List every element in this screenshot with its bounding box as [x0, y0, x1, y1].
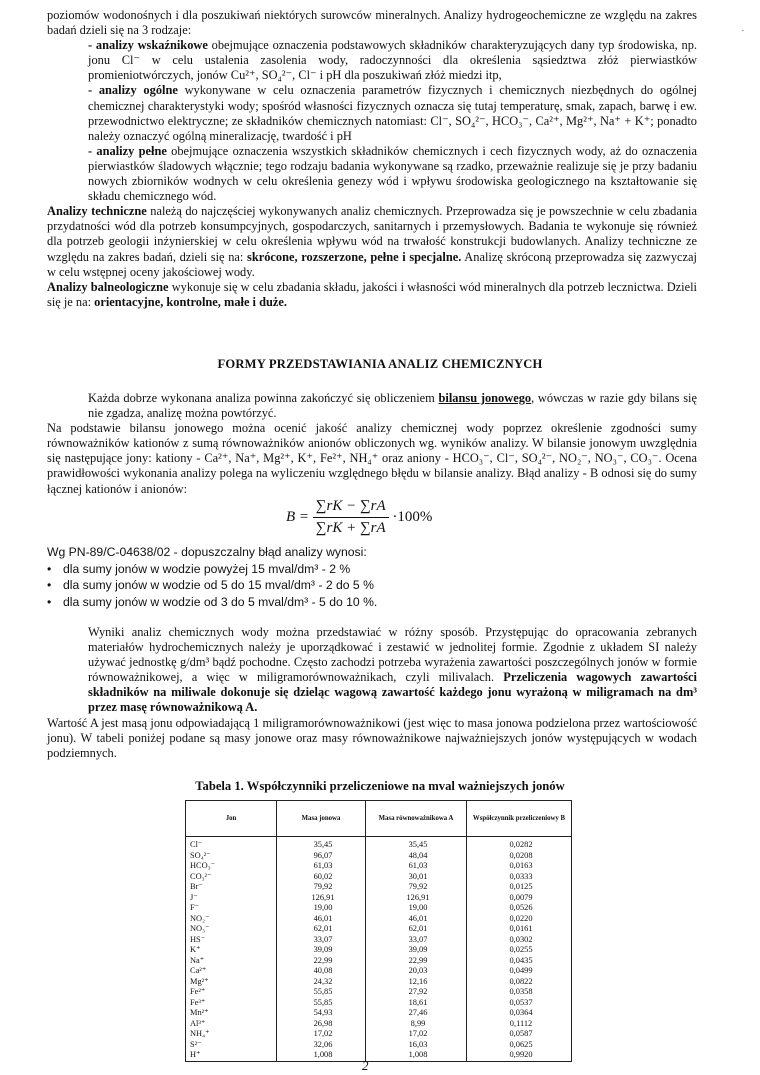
cell-conversion-factor: 0,0125	[467, 882, 572, 893]
table-row	[186, 1008, 572, 1019]
general-analyses-text: wykonywane w celu oznaczenia parametrów fizycznych i chemicznych niezbędnych do ogólnej chemicznej charakterystyki wody; spośród własności fizycznych oznacza się tutaj temperaturę, smak, zapach, barwę i ew. przewodnictwo elektryczne; ze składników chemicznych natomiast: Cl⁻, SO₄²⁻, HCO₃⁻, Ca²⁺, Mg²⁺, Na⁺ + K⁺; ponadto należy oznaczyć ogólną mineralizację, twardość i pH	[88, 83, 697, 143]
cell-equivalent-mass: 20,03	[366, 966, 467, 977]
list-item-text: dla sumy jonów w wodzie od 5 do 15 mval/dm³ - 2 do 5 %	[63, 578, 374, 593]
paragraph-presentation	[47, 625, 697, 716]
table-row	[186, 1040, 572, 1051]
section-heading: FORMY PRZEDSTAWIANIA ANALIZ CHEMICZNYCH	[217, 357, 543, 371]
table-body	[186, 837, 572, 1062]
cell-ionic-mass: 60,02	[277, 872, 366, 883]
margin-mark: ˙	[741, 28, 745, 40]
cell-ionic-mass: 35,45	[277, 837, 366, 851]
conversion-section	[47, 625, 697, 761]
cell-equivalent-mass: 18,61	[366, 998, 467, 1009]
full-analyses-text: obejmujące oznaczenia wszystkich składników chemicznych i cech fizycznych wody, aż do oznaczenia pierwiastków śladowych włącznie; tego rodzaju badania wykonywane są rzadko, przeważnie realizuje się je przy badaniu nowych zbiorników wodnych w celu określenia genezy wód i wpływu środowiska geologicznego na kształtowanie się składu chemicznego wód.	[88, 143, 697, 204]
bullet-icon: •	[47, 594, 52, 609]
cell-ion: Mg²⁺	[186, 977, 277, 988]
table-row	[186, 924, 572, 935]
cell-equivalent-mass: 12,16	[366, 977, 467, 988]
cell-conversion-factor: 0,0587	[467, 1029, 572, 1040]
term-ion-balance: bilansu jonowego	[438, 391, 532, 405]
cell-ionic-mass: 96,07	[277, 851, 366, 862]
error-limits-list	[47, 561, 377, 610]
cell-conversion-factor: 0,0163	[467, 861, 572, 872]
bullet-icon: •	[47, 562, 52, 576]
cell-ion: NH₄⁺	[186, 1029, 277, 1040]
cell-ionic-mass: 40,08	[277, 966, 366, 977]
table-row	[186, 945, 572, 956]
term-full-analyses: - analizy pełne	[88, 143, 167, 158]
cell-conversion-factor: 0,0282	[467, 837, 572, 851]
cell-ionic-mass: 32,06	[277, 1040, 366, 1051]
norm-line: Wg PN-89/C-04638/02 - dopuszczalny błąd analizy wynosi:	[47, 545, 367, 559]
bullet-icon: •	[47, 578, 52, 593]
balneological-analyses-text: wykonuje się w celu zbadania składu, jakości i własności wód mineralnych dla potrzeb lecznictwa. Dzieli się je na:	[47, 279, 697, 309]
intro-section	[47, 8, 697, 310]
cell-ion: CO₃²⁻	[186, 872, 277, 883]
paragraph-general-analyses	[47, 83, 697, 143]
cell-ion: NO₂⁻	[186, 914, 277, 925]
cell-equivalent-mass: 48,04	[366, 851, 467, 862]
cell-ionic-mass: 54,93	[277, 1008, 366, 1019]
cell-equivalent-mass: 22,99	[366, 956, 467, 967]
cell-ionic-mass: 55,85	[277, 998, 366, 1009]
cell-ion: SO₄²⁻	[186, 851, 277, 862]
table-row	[186, 893, 572, 904]
cell-equivalent-mass: 1,008	[366, 1050, 467, 1061]
table-row	[186, 914, 572, 925]
formula-lhs: B =	[286, 508, 310, 525]
presentation-text: Wyniki analiz chemicznych wody można przedstawiać w różny sposób. Przystępując do opracowania zebranych materiałów hydrochemicznych należy je uporządkować i zestawić w jednolitej formie. Zgodnie z układem SI należy używać jednostkę g/dm³ bądź pochodne. Często zachodzi potrzeba wyrażenia zawartości poszczególnych jonów w formie równoważnikowej, a więc w miligramorównoważnikach, czyli milivalach.	[88, 625, 697, 685]
table-row	[186, 977, 572, 988]
paragraph-equivalent-mass: Wartość A jest masą jonu odpowiadającą 1 miligramorównoważnikowi (jest więc to masa jonowa podzielona przez wartościowość jonu). W tabeli poniżej podane są masy jonowe oraz masy równoważnikowe najważniejszych jonów występujących w wodach podziemnych.	[47, 715, 697, 760]
table-row	[186, 882, 572, 893]
cell-ionic-mass: 33,07	[277, 935, 366, 946]
balneological-analyses-types: orientacyjne, kontrolne, małe i duże.	[94, 294, 287, 309]
cell-ionic-mass: 19,00	[277, 903, 366, 914]
list-item	[47, 561, 377, 577]
list-item	[47, 577, 377, 593]
cell-ion: Ca²⁺	[186, 966, 277, 977]
header-conversion-factor: Współczynnik przeliczeniowy B	[467, 801, 572, 837]
cell-equivalent-mass: 19,00	[366, 903, 467, 914]
cell-conversion-factor: 0,0333	[467, 872, 572, 883]
cell-equivalent-mass: 30,01	[366, 872, 467, 883]
cell-conversion-factor: 0,1112	[467, 1019, 572, 1030]
cell-equivalent-mass: 33,07	[366, 935, 467, 946]
ion-conversion-table	[185, 800, 572, 1062]
cell-ion: J⁻	[186, 893, 277, 904]
term-indicator-analyses: - analizy wskaźnikowe	[88, 38, 208, 53]
table-row	[186, 1029, 572, 1040]
technical-analyses-text: należą do najczęściej wykonywanych analiz chemicznych. Przeprowadza się je powszechnie w celu zbadania przydatności wód dla potrzeb konsumpcyjnych, gospodarczych, sanitarnych i przemysłowych. Badania te wykonuje się również dla potrzeb geologii inżynierskiej w celu określenia wpływu wód na trwałość konstrukcji budowlanych. Analizy techniczne ze względu na zakres badań, dzieli się na:	[47, 204, 698, 264]
cell-ion: F⁻	[186, 903, 277, 914]
cell-ion: S²⁻	[186, 1040, 277, 1051]
header-ion: Jon	[186, 801, 277, 837]
cell-equivalent-mass: 27,92	[366, 987, 467, 998]
cell-conversion-factor: 0,0526	[467, 903, 572, 914]
paragraph-ion-balance-method: Na podstawie bilansu jonowego można ocenić jakość analizy chemicznej wody poprzez określenie zgodności sumy równoważników kationów z sumą równoważników anionów obliczonych wg. wyników analizy. W bilansie jonowym uwzględnia się następujące jony: kationy - Ca²⁺, Na⁺, Mg²⁺, K⁺, Fe²⁺, NH₄⁺ oraz aniony - HCO₃⁻, Cl⁻, SO₄²⁻, NO₂⁻, NO₃⁻, CO₃⁻. Ocena prawidłowości wykonania analizy polega na wyliczeniu względnego błędu w bilansie analizy. Błąd analizy - B odnosi się do sumy łącznej kationów i anionów:	[47, 421, 697, 496]
cell-ionic-mass: 126,91	[277, 893, 366, 904]
term-general-analyses: - analizy ogólne	[88, 83, 178, 98]
cell-ionic-mass: 79,92	[277, 882, 366, 893]
cell-conversion-factor: 0,0220	[467, 914, 572, 925]
cell-ionic-mass: 61,03	[277, 861, 366, 872]
cell-ion: Al³⁺	[186, 1019, 277, 1030]
cell-ion: Cl⁻	[186, 837, 277, 851]
cell-ion: HS⁻	[186, 935, 277, 946]
table-row	[186, 851, 572, 862]
cell-equivalent-mass: 35,45	[366, 837, 467, 851]
cell-conversion-factor: 0,0625	[467, 1040, 572, 1051]
cell-conversion-factor: 0,0079	[467, 893, 572, 904]
indicator-analyses-text: obejmujące oznaczenia podstawowych składników charakteryzujących dany typ środowiska, np. jonu Cl⁻ w celu ustalenia zasolenia wody, radoczynności dla określenia sąsiedztwa złóż pierwiastków promieniotwórczych, jonów Cu²⁺, SO₄²⁻, Cl⁻ i pH dla poszukiwań złóż miedzi itp,	[88, 38, 697, 83]
table-row	[186, 956, 572, 967]
cell-ion: Mn²⁺	[186, 1008, 277, 1019]
conversion-rule: Przeliczenia wagowych zawartości składników na miliwale dokonuje się dzieląc wagową zawartość każdego jonu wyrażoną w miligramach na dm³ przez masę równoważnikową A.	[88, 670, 697, 715]
cell-conversion-factor: 0,0255	[467, 945, 572, 956]
table-row	[186, 987, 572, 998]
table-row	[186, 837, 572, 851]
cell-ionic-mass: 17,02	[277, 1029, 366, 1040]
cell-ionic-mass: 46,01	[277, 914, 366, 925]
cell-ion: Fe³⁺	[186, 998, 277, 1009]
formula-denominator: ∑rK + ∑rA	[315, 520, 386, 536]
cell-conversion-factor: 0,0822	[467, 977, 572, 988]
table-row	[186, 966, 572, 977]
cell-conversion-factor: 0,9920	[467, 1050, 572, 1061]
technical-analyses-text-2: Analizę skróconą przeprowadza się zazwyczaj w celu wstępnej oceny jakościowej wody.	[47, 249, 697, 279]
table-title: Tabela 1. Współczynniki przeliczeniowe na mval ważniejszych jonów	[195, 779, 565, 793]
technical-analyses-types: skrócone, rozszerzone, pełne i specjalne.	[247, 249, 462, 264]
cell-ion: Na⁺	[186, 956, 277, 967]
cell-ion: Br⁻	[186, 882, 277, 893]
cell-conversion-factor: 0,0499	[467, 966, 572, 977]
cell-conversion-factor: 0,0537	[467, 998, 572, 1009]
error-formula	[286, 498, 432, 537]
cell-ionic-mass: 22,99	[277, 956, 366, 967]
cell-ionic-mass: 26,98	[277, 1019, 366, 1030]
page-number: 2	[362, 1058, 369, 1073]
paragraph-balneological-analyses	[47, 280, 697, 310]
term-balneological-analyses: Analizy balneologiczne	[47, 279, 169, 294]
list-item-text: dla sumy jonów w wodzie powyżej 15 mval/dm³ - 2 %	[63, 562, 351, 576]
cell-conversion-factor: 0,0435	[467, 956, 572, 967]
table-row	[186, 903, 572, 914]
ion-balance-text: Każda dobrze wykonana analiza powinna zakończyć się obliczeniem	[88, 391, 439, 405]
cell-equivalent-mass: 79,92	[366, 882, 467, 893]
cell-ion: HCO₃⁻	[186, 861, 277, 872]
cell-ion: NO₃⁻	[186, 924, 277, 935]
cell-equivalent-mass: 126,91	[366, 893, 467, 904]
cell-ionic-mass: 62,01	[277, 924, 366, 935]
cell-equivalent-mass: 27,46	[366, 1008, 467, 1019]
paragraph-full-analyses	[47, 144, 697, 204]
table-row	[186, 1050, 572, 1061]
cell-equivalent-mass: 46,01	[366, 914, 467, 925]
cell-equivalent-mass: 62,01	[366, 924, 467, 935]
paragraph-ion-balance	[47, 391, 697, 421]
term-technical-analyses: Analizy techniczne	[47, 204, 147, 219]
cell-equivalent-mass: 16,03	[366, 1040, 467, 1051]
table-row	[186, 872, 572, 883]
cell-equivalent-mass: 17,02	[366, 1029, 467, 1040]
list-item-text: dla sumy jonów w wodzie od 3 do 5 mval/dm³ - 5 do 10 %.	[63, 594, 378, 609]
cell-ionic-mass: 39,09	[277, 945, 366, 956]
cell-ionic-mass: 24,32	[277, 977, 366, 988]
header-ionic-mass: Masa jonowa	[277, 801, 366, 837]
formula-numerator: ∑rK − ∑rA	[313, 498, 389, 518]
cell-conversion-factor: 0,0161	[467, 924, 572, 935]
paragraph-indicator-analyses	[47, 38, 697, 83]
cell-conversion-factor: 0,0208	[467, 851, 572, 862]
table-row	[186, 861, 572, 872]
formula-fraction	[313, 498, 389, 537]
table-row	[186, 935, 572, 946]
cell-equivalent-mass: 8,99	[366, 1019, 467, 1030]
cell-ion: K⁺	[186, 945, 277, 956]
cell-conversion-factor: 0,0358	[467, 987, 572, 998]
ion-balance-text-2: , wówczas w razie gdy bilans się nie zgadza, analizę można powtórzyć.	[88, 391, 697, 421]
cell-ionic-mass: 1,008	[277, 1050, 366, 1061]
ion-balance-section	[47, 391, 697, 497]
cell-equivalent-mass: 39,09	[366, 945, 467, 956]
table-row	[186, 1019, 572, 1030]
cell-equivalent-mass: 61,03	[366, 861, 467, 872]
cell-conversion-factor: 0,0364	[467, 1008, 572, 1019]
cell-ion: H⁺	[186, 1050, 277, 1061]
header-equivalent-mass: Masa równoważnikowa A	[366, 801, 467, 837]
cell-conversion-factor: 0,0302	[467, 935, 572, 946]
table-row	[186, 998, 572, 1009]
cell-ionic-mass: 55,85	[277, 987, 366, 998]
paragraph-technical-analyses	[47, 204, 697, 279]
formula-rhs: ·100%	[392, 508, 433, 525]
cell-ion: Fe²⁺	[186, 987, 277, 998]
table-header-row	[186, 801, 572, 837]
paragraph-intro: poziomów wodonośnych i dla poszukiwań niektórych surowców mineralnych. Analizy hydrogeochemiczne ze względu na zakres badań dzieli się na 3 rodzaje:	[47, 8, 697, 38]
list-item	[47, 594, 377, 610]
